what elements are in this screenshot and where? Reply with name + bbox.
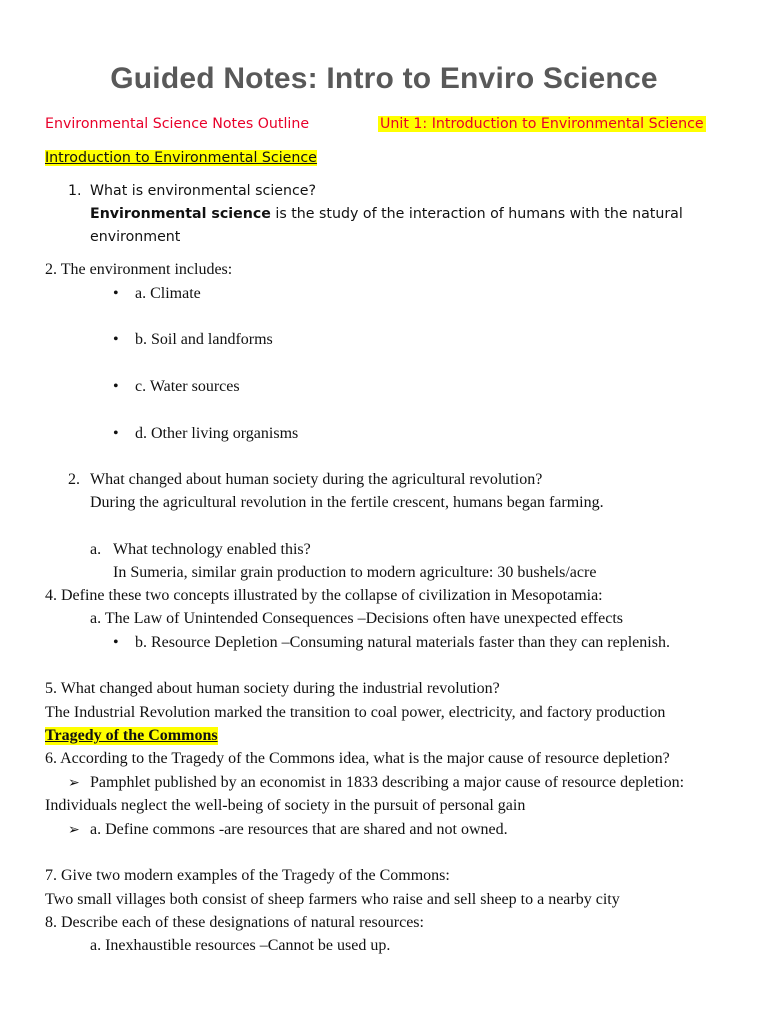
q2b-sub-answer: In Sumeria, similar grain production to modern agriculture: 30 bushels/acre	[113, 564, 597, 581]
page-title: Guided Notes: Intro to Enviro Science	[110, 62, 658, 95]
header-left: Environmental Science Notes Outline	[45, 116, 310, 132]
q2-question: 2. The environment includes:	[45, 261, 233, 278]
header-right: Unit 1: Introduction to Environmental Science	[380, 116, 704, 132]
bullet-icon: •	[113, 425, 119, 442]
list-item: • b. Soil and landforms	[113, 331, 273, 348]
q6-arrow-item-2: ➢ a. Define commons -are resources that are shared and not owned.	[68, 821, 508, 838]
q6-question: 6. According to the Tragedy of the Commons idea, what is the major cause of resource depletion?	[45, 750, 670, 767]
bullet-icon: •	[113, 331, 119, 348]
q4-question: 4. Define these two concepts illustrated by the collapse of civilization in Mesopotamia:	[45, 587, 603, 604]
arrow-bullet-icon: ➢	[68, 823, 80, 838]
q1-number: 1.	[68, 183, 82, 199]
q8-question: 8. Describe each of these designations of natural resources:	[45, 914, 424, 931]
q6-answer: Individuals neglect the well-being of society in the pursuit of personal gain	[45, 797, 526, 814]
q7-question: 7. Give two modern examples of the Tragedy of the Commons:	[45, 867, 450, 884]
q1-definition-line1	[90, 206, 683, 222]
bullet-icon: •	[113, 378, 119, 395]
section-heading-commons: Tragedy of the Commons	[45, 727, 218, 744]
q2b-sub-question: What technology enabled this?	[113, 541, 311, 558]
q2b-number: 2.	[68, 471, 80, 488]
q1-term: Environmental science	[90, 206, 271, 222]
q7-answer: Two small villages both consist of sheep farmers who raise and sell sheep to a nearby city	[45, 891, 620, 908]
list-item: • c. Water sources	[113, 378, 240, 395]
q1-definition-text: is the study of the interaction of humans with the natural	[270, 206, 683, 222]
list-item: • d. Other living organisms	[113, 425, 299, 442]
q4-item-a: a. The Law of Unintended Consequences –Decisions often have unexpected effects	[90, 610, 623, 627]
q2b-sub-label: a.	[90, 541, 102, 558]
q1-definition-line2: environment	[90, 229, 181, 245]
q8-item-a: a. Inexhaustible resources –Cannot be used up.	[90, 937, 391, 954]
list-item: • a. Climate	[113, 285, 201, 302]
bullet-icon: •	[113, 285, 119, 302]
q4-item-b: • b. Resource Depletion –Consuming natural materials faster than they can replenish.	[113, 634, 670, 651]
q2b-answer: During the agricultural revolution in the fertile crescent, humans began farming.	[90, 494, 604, 511]
q1-question: What is environmental science?	[90, 183, 317, 199]
section-heading-intro: Introduction to Environmental Science	[45, 150, 317, 166]
bullet-icon: •	[113, 634, 119, 651]
q5-question: 5. What changed about human society during the industrial revolution?	[45, 680, 500, 697]
arrow-bullet-icon: ➢	[68, 776, 80, 791]
q5-answer: The Industrial Revolution marked the transition to coal power, electricity, and factory production	[45, 704, 666, 721]
q6-arrow-item-1: ➢ Pamphlet published by an economist in 1833 describing a major cause of resource depletion:	[68, 774, 685, 791]
q2b-question: What changed about human society during the agricultural revolution?	[90, 471, 543, 488]
